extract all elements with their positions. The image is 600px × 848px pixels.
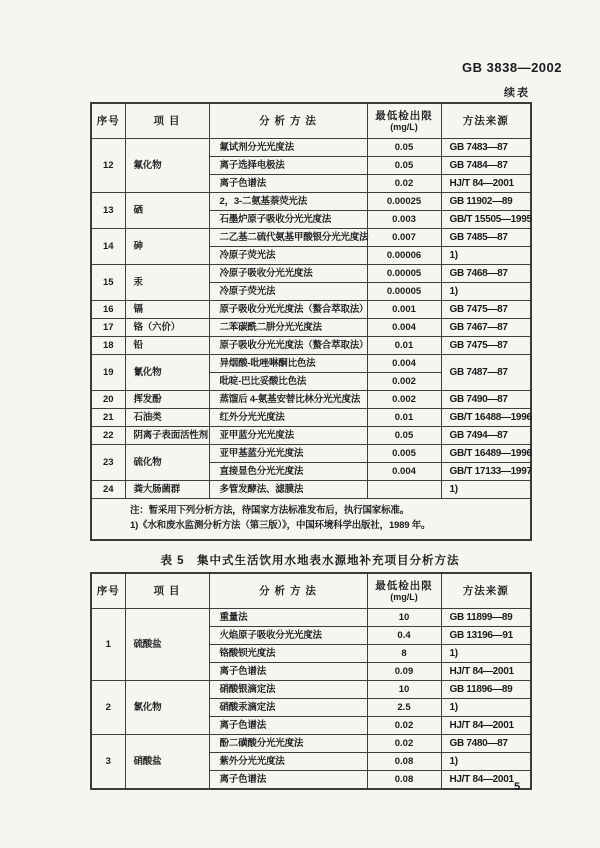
item-cell: 石油类 bbox=[125, 409, 209, 427]
detection-limit-cell: 0.007 bbox=[367, 229, 441, 247]
item-cell: 粪大肠菌群 bbox=[125, 481, 209, 499]
table-row bbox=[91, 735, 531, 753]
item-cell: 硝酸盐 bbox=[125, 735, 209, 790]
item-cell: 硫酸盐 bbox=[125, 609, 209, 681]
header-limit-line2: (mg/L) bbox=[390, 121, 418, 132]
detection-limit-cell: 0.01 bbox=[367, 337, 441, 355]
table-header-row bbox=[91, 103, 531, 139]
item-cell: 硫化物 bbox=[125, 445, 209, 481]
table-row bbox=[91, 409, 531, 427]
item-cell: 阴离子表面活性剂 bbox=[125, 427, 209, 445]
detection-limit-cell: 0.02 bbox=[367, 735, 441, 753]
detection-limit-cell: 0.09 bbox=[367, 663, 441, 681]
method-cell: 冷原子吸收分光光度法 bbox=[209, 265, 367, 283]
table-row bbox=[91, 481, 531, 499]
source-cell: 1) bbox=[441, 699, 531, 717]
source-cell: GB 7484—87 bbox=[441, 157, 531, 175]
row-number-cell: 2 bbox=[91, 681, 125, 735]
row-number-cell: 17 bbox=[91, 319, 125, 337]
method-cell: 硝酸银滴定法 bbox=[209, 681, 367, 699]
table-row bbox=[91, 265, 531, 283]
method-cell: 吡啶-巴比妥酸比色法 bbox=[209, 373, 367, 391]
table-row bbox=[91, 445, 531, 463]
table-row bbox=[91, 609, 531, 627]
row-number-cell: 21 bbox=[91, 409, 125, 427]
table-row bbox=[91, 337, 531, 355]
method-cell: 氟试剂分光光度法 bbox=[209, 139, 367, 157]
header-limit-line1: 最低检出限 bbox=[375, 109, 433, 122]
table-row bbox=[91, 391, 531, 409]
method-cell: 硝酸汞滴定法 bbox=[209, 699, 367, 717]
header-item: 项 目 bbox=[125, 103, 209, 139]
header-limit-line1: 最低检出限 bbox=[375, 579, 433, 592]
header-source: 方法来源 bbox=[441, 103, 531, 139]
source-cell: 1) bbox=[441, 753, 531, 771]
source-cell: HJ/T 84—2001 bbox=[441, 175, 531, 193]
row-number-cell: 14 bbox=[91, 229, 125, 265]
method-cell: 亚甲蓝分光光度法 bbox=[209, 427, 367, 445]
method-cell: 离子色谱法 bbox=[209, 717, 367, 735]
row-number-cell: 1 bbox=[91, 609, 125, 681]
source-cell: GB/T 17133—1997 bbox=[441, 463, 531, 481]
table5-supplement-analysis-methods bbox=[90, 572, 532, 790]
detection-limit-cell: 0.00005 bbox=[367, 283, 441, 301]
method-cell: 二乙基二硫代氨基甲酸银分光光度法 bbox=[209, 229, 367, 247]
source-cell: GB 7467—87 bbox=[441, 319, 531, 337]
method-cell: 2，3-二氨基萘荧光法 bbox=[209, 193, 367, 211]
detection-limit-cell: 10 bbox=[367, 609, 441, 627]
table5-title: 表 5 集中式生活饮用水地表水源地补充项目分析方法 bbox=[160, 555, 460, 567]
item-cell: 氰化物 bbox=[125, 355, 209, 391]
detection-limit-cell: 0.4 bbox=[367, 627, 441, 645]
detection-limit-cell: 0.00005 bbox=[367, 265, 441, 283]
row-number-cell: 20 bbox=[91, 391, 125, 409]
method-cell: 石墨炉原子吸收分光光度法 bbox=[209, 211, 367, 229]
note-line: 1)《水和废水监测分析方法（第三版）》，中国环境科学出版社，1989 年。 bbox=[130, 520, 431, 531]
source-cell: HJ/T 84—2001 bbox=[441, 771, 531, 790]
detection-limit-cell: 0.02 bbox=[367, 175, 441, 193]
item-cell: 氟化物 bbox=[125, 139, 209, 193]
method-cell: 离子色谱法 bbox=[209, 663, 367, 681]
detection-limit-cell: 0.002 bbox=[367, 391, 441, 409]
header-limit bbox=[367, 573, 441, 609]
item-cell: 铬（六价） bbox=[125, 319, 209, 337]
doc-number-label: GB 3838—2002 bbox=[462, 60, 562, 75]
item-cell: 挥发酚 bbox=[125, 391, 209, 409]
method-cell: 离子选择电极法 bbox=[209, 157, 367, 175]
detection-limit-cell: 0.005 bbox=[367, 445, 441, 463]
method-cell: 直接显色分光光度法 bbox=[209, 463, 367, 481]
item-cell: 汞 bbox=[125, 265, 209, 301]
source-cell: GB 7468—87 bbox=[441, 265, 531, 283]
method-cell: 多管发酵法、滤膜法 bbox=[209, 481, 367, 499]
row-number-cell: 15 bbox=[91, 265, 125, 301]
method-cell: 冷原子荧光法 bbox=[209, 247, 367, 265]
table-row bbox=[91, 193, 531, 211]
table-row bbox=[91, 681, 531, 699]
method-cell: 酚二磺酸分光光度法 bbox=[209, 735, 367, 753]
source-cell: GB 7487—87 bbox=[441, 355, 531, 391]
method-cell: 离子色谱法 bbox=[209, 175, 367, 193]
detection-limit-cell: 2.5 bbox=[367, 699, 441, 717]
method-cell: 原子吸收分光光度法（螯合萃取法） bbox=[209, 337, 367, 355]
detection-limit-cell bbox=[367, 481, 441, 499]
row-number-cell: 16 bbox=[91, 301, 125, 319]
source-cell: GB/T 16489—1996 bbox=[441, 445, 531, 463]
header-no: 序号 bbox=[91, 573, 125, 609]
method-cell: 冷原子荧光法 bbox=[209, 283, 367, 301]
header-no: 序号 bbox=[91, 103, 125, 139]
detection-limit-cell: 0.002 bbox=[367, 373, 441, 391]
row-number-cell: 24 bbox=[91, 481, 125, 499]
page-number: 5 bbox=[514, 781, 521, 793]
detection-limit-cell: 8 bbox=[367, 645, 441, 663]
row-number-cell: 19 bbox=[91, 355, 125, 391]
item-cell: 铅 bbox=[125, 337, 209, 355]
table-row bbox=[91, 301, 531, 319]
header-item: 项 目 bbox=[125, 573, 209, 609]
detection-limit-cell: 0.02 bbox=[367, 717, 441, 735]
method-cell: 铬酸钡光度法 bbox=[209, 645, 367, 663]
row-number-cell: 13 bbox=[91, 193, 125, 229]
table-row bbox=[91, 319, 531, 337]
table-row bbox=[91, 229, 531, 247]
source-cell: GB/T 15505—1995 bbox=[441, 211, 531, 229]
detection-limit-cell: 0.08 bbox=[367, 771, 441, 790]
detection-limit-cell: 0.05 bbox=[367, 139, 441, 157]
table-row bbox=[91, 355, 531, 373]
detection-limit-cell: 10 bbox=[367, 681, 441, 699]
item-cell: 砷 bbox=[125, 229, 209, 265]
source-cell: GB 7494—87 bbox=[441, 427, 531, 445]
item-cell: 硒 bbox=[125, 193, 209, 229]
table-row bbox=[91, 139, 531, 157]
source-cell: GB 7490—87 bbox=[441, 391, 531, 409]
header-method: 分 析 方 法 bbox=[209, 573, 367, 609]
row-number-cell: 18 bbox=[91, 337, 125, 355]
row-number-cell: 23 bbox=[91, 445, 125, 481]
source-cell: GB 7480—87 bbox=[441, 735, 531, 753]
source-cell: GB 11902—89 bbox=[441, 193, 531, 211]
detection-limit-cell: 0.01 bbox=[367, 409, 441, 427]
method-cell: 二苯碳酰二肼分光光度法 bbox=[209, 319, 367, 337]
table-notes-row bbox=[91, 499, 531, 541]
source-cell: GB 13196—91 bbox=[441, 627, 531, 645]
source-cell: GB 7483—87 bbox=[441, 139, 531, 157]
detection-limit-cell: 0.004 bbox=[367, 355, 441, 373]
row-number-cell: 3 bbox=[91, 735, 125, 790]
source-cell: GB 7475—87 bbox=[441, 301, 531, 319]
header-method: 分 析 方 法 bbox=[209, 103, 367, 139]
detection-limit-cell: 0.004 bbox=[367, 463, 441, 481]
note-line: 注：暂采用下列分析方法，待国家方法标准发布后，执行国家标准。 bbox=[130, 505, 410, 516]
source-cell: GB 7475—87 bbox=[441, 337, 531, 355]
row-number-cell: 22 bbox=[91, 427, 125, 445]
continued-table-label: 续表 bbox=[504, 87, 530, 99]
source-cell: GB/T 16488—1996 bbox=[441, 409, 531, 427]
source-cell: 1) bbox=[441, 481, 531, 499]
table-row bbox=[91, 427, 531, 445]
source-cell: GB 7485—87 bbox=[441, 229, 531, 247]
source-cell: 1) bbox=[441, 283, 531, 301]
detection-limit-cell: 0.05 bbox=[367, 427, 441, 445]
detection-limit-cell: 0.003 bbox=[367, 211, 441, 229]
detection-limit-cell: 0.00006 bbox=[367, 247, 441, 265]
header-source: 方法来源 bbox=[441, 573, 531, 609]
method-cell: 蒸馏后 4-氨基安替比林分光光度法 bbox=[209, 391, 367, 409]
detection-limit-cell: 0.08 bbox=[367, 753, 441, 771]
detection-limit-cell: 0.05 bbox=[367, 157, 441, 175]
method-cell: 火焰原子吸收分光光度法 bbox=[209, 627, 367, 645]
table-header-row bbox=[91, 573, 531, 609]
source-cell: HJ/T 84—2001 bbox=[441, 663, 531, 681]
method-cell: 重量法 bbox=[209, 609, 367, 627]
source-cell: GB 11899—89 bbox=[441, 609, 531, 627]
method-cell: 红外分光光度法 bbox=[209, 409, 367, 427]
detection-limit-cell: 0.001 bbox=[367, 301, 441, 319]
detection-limit-cell: 0.004 bbox=[367, 319, 441, 337]
table-notes bbox=[91, 499, 531, 541]
header-limit bbox=[367, 103, 441, 139]
method-cell: 异烟酸-吡唑啉酮比色法 bbox=[209, 355, 367, 373]
source-cell: HJ/T 84—2001 bbox=[441, 717, 531, 735]
source-cell: 1) bbox=[441, 247, 531, 265]
source-cell: 1) bbox=[441, 645, 531, 663]
method-cell: 亚甲基蓝分光光度法 bbox=[209, 445, 367, 463]
table4-continued-analysis-methods bbox=[90, 102, 532, 541]
header-limit-line2: (mg/L) bbox=[390, 591, 418, 602]
method-cell: 离子色谱法 bbox=[209, 771, 367, 790]
source-cell: GB 11896—89 bbox=[441, 681, 531, 699]
detection-limit-cell: 0.00025 bbox=[367, 193, 441, 211]
item-cell: 氯化物 bbox=[125, 681, 209, 735]
method-cell: 原子吸收分光光度法（螯合萃取法） bbox=[209, 301, 367, 319]
row-number-cell: 12 bbox=[91, 139, 125, 193]
item-cell: 镉 bbox=[125, 301, 209, 319]
method-cell: 紫外分光光度法 bbox=[209, 753, 367, 771]
